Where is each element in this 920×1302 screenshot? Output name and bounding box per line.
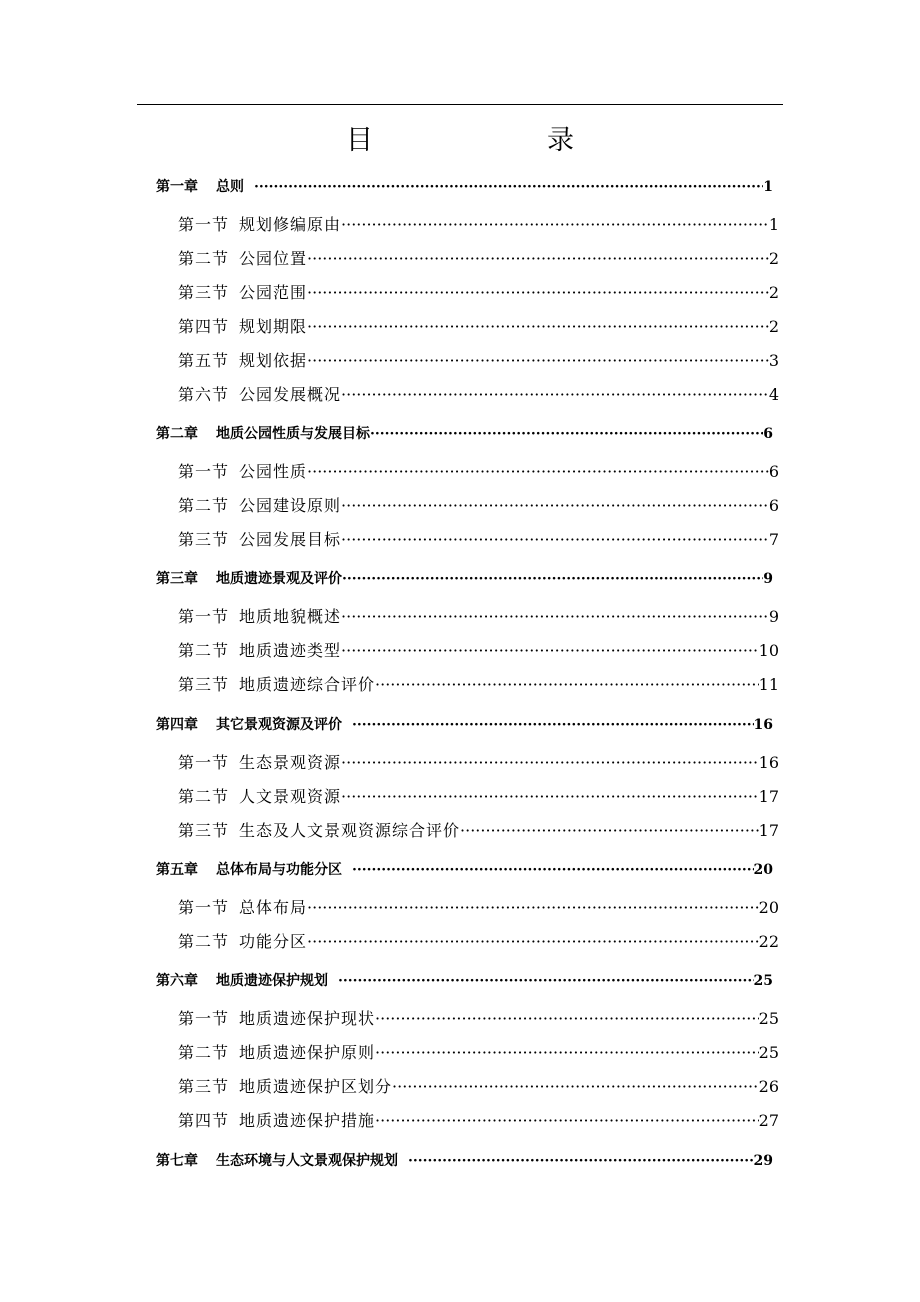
leader-dots (307, 351, 769, 370)
header-rule (137, 104, 783, 105)
chapter-number: 第六章 (156, 973, 198, 989)
chapter-label (156, 714, 352, 734)
section-number: 第一节 (178, 753, 230, 772)
page-number: 1 (768, 215, 779, 234)
leader-dots (307, 462, 769, 481)
section-number: 第三节 (178, 1077, 230, 1096)
leader-dots (307, 283, 769, 302)
section-title: 公园性质 (239, 462, 308, 481)
chapter-number: 第五章 (156, 862, 198, 878)
section-title: 地质遗迹保护现状 (239, 1009, 376, 1028)
section-number: 第三节 (178, 283, 230, 302)
leader-dots (341, 215, 769, 234)
section-label (178, 212, 341, 235)
leader-dots (307, 317, 769, 336)
leader-dots (338, 973, 754, 989)
section-label (178, 314, 307, 337)
toc-section-entry[interactable] (178, 818, 779, 841)
leader-dots (375, 1009, 759, 1028)
chapter-number: 第二章 (156, 426, 198, 442)
section-title: 功能分区 (239, 932, 308, 951)
leader-dots (341, 496, 769, 515)
section-label (178, 672, 375, 695)
chapter-title: 总体布局与功能分区 (216, 862, 342, 878)
toc-section-entry[interactable] (178, 672, 779, 695)
section-title: 生态景观资源 (239, 753, 342, 772)
toc-section-entry[interactable] (178, 212, 779, 235)
section-label (178, 1074, 392, 1097)
page-number: 20 (758, 898, 779, 917)
section-number: 第三节 (178, 675, 230, 694)
section-label (178, 1108, 375, 1131)
section-number: 第三节 (178, 821, 230, 840)
leader-dots (307, 249, 769, 268)
section-number: 第一节 (178, 462, 230, 481)
section-label (178, 382, 341, 405)
section-label (178, 1040, 375, 1063)
chapter-title: 其它景观资源及评价 (216, 717, 342, 733)
section-number: 第五节 (178, 351, 230, 370)
section-label (178, 280, 307, 303)
page-number: 11 (758, 675, 779, 694)
page-number: 2 (768, 317, 779, 336)
section-label (178, 459, 307, 482)
page-number: 25 (758, 1009, 779, 1028)
toc-section-entry[interactable] (178, 638, 779, 661)
section-title: 总体布局 (239, 898, 308, 917)
section-title: 地质遗迹类型 (239, 641, 342, 660)
section-title: 公园位置 (239, 249, 308, 268)
leader-dots (307, 932, 759, 951)
toc-section-entry[interactable] (178, 1108, 779, 1131)
leader-dots (408, 1153, 754, 1169)
section-number: 第一节 (178, 215, 230, 234)
page-number: 2 (768, 283, 779, 302)
toc-chapter-entry[interactable] (156, 1150, 773, 1170)
page-number: 4 (768, 385, 779, 404)
leader-dots (341, 641, 759, 660)
leader-dots (341, 787, 759, 806)
toc-section-entry[interactable] (178, 1006, 779, 1029)
toc-section-entry[interactable] (178, 459, 779, 482)
page-number: 20 (753, 862, 773, 878)
section-label (178, 929, 307, 952)
leader-dots (375, 675, 759, 694)
leader-dots (341, 607, 769, 626)
page-number: 6 (768, 462, 779, 481)
page-number: 25 (758, 1043, 779, 1062)
toc-section-entry[interactable] (178, 784, 779, 807)
toc-title: 目 录 (346, 125, 614, 156)
chapter-number: 第七章 (156, 1153, 198, 1169)
page-number: 2 (768, 249, 779, 268)
section-label (178, 348, 307, 371)
section-title: 地质遗迹保护措施 (239, 1111, 376, 1130)
section-label (178, 246, 307, 269)
page-number: 16 (758, 753, 779, 772)
toc-section-entry[interactable] (178, 1074, 779, 1097)
page-number: 22 (758, 932, 779, 951)
section-title: 公园范围 (239, 283, 308, 302)
section-title: 公园建设原则 (239, 496, 342, 515)
section-number: 第二节 (178, 787, 230, 806)
section-title: 公园发展目标 (239, 530, 342, 549)
chapter-title: 地质公园性质与发展目标 (216, 426, 370, 442)
section-number: 第四节 (178, 1111, 230, 1130)
leader-dots (307, 898, 759, 917)
section-title: 规划修编原由 (239, 215, 342, 234)
section-number: 第一节 (178, 607, 230, 626)
page-number: 27 (758, 1111, 779, 1130)
section-label (178, 895, 307, 918)
page-number: 17 (758, 821, 779, 840)
toc-chapter-entry[interactable] (156, 859, 773, 879)
toc-section-entry[interactable] (178, 382, 779, 405)
section-number: 第二节 (178, 1043, 230, 1062)
chapter-title: 总则 (216, 179, 244, 195)
leader-dots (341, 530, 769, 549)
page-number: 9 (763, 571, 773, 587)
leader-dots (254, 179, 763, 195)
chapter-label (156, 1150, 408, 1170)
leader-dots (341, 753, 759, 772)
toc-section-entry[interactable] (178, 246, 779, 269)
section-title: 地质遗迹保护原则 (239, 1043, 376, 1062)
leader-dots (352, 862, 754, 878)
toc-chapter-entry[interactable] (156, 176, 773, 196)
section-title: 规划期限 (239, 317, 308, 336)
chapter-title: 生态环境与人文景观保护规划 (216, 1153, 398, 1169)
section-number: 第三节 (178, 530, 230, 549)
chapter-label (156, 970, 338, 990)
section-number: 第二节 (178, 641, 230, 660)
section-label (178, 493, 341, 516)
section-title: 公园发展概况 (239, 385, 342, 404)
leader-dots (460, 821, 759, 840)
section-number: 第一节 (178, 1009, 230, 1028)
section-label (178, 527, 341, 550)
page-number: 29 (753, 1153, 773, 1169)
chapter-number: 第一章 (156, 179, 198, 195)
toc-section-entry[interactable] (178, 929, 779, 952)
toc-section-entry[interactable] (178, 527, 779, 550)
page-number: 3 (768, 351, 779, 370)
section-label (178, 1006, 375, 1029)
toc-chapter-entry[interactable] (156, 568, 773, 588)
section-title: 地质遗迹保护区划分 (239, 1077, 393, 1096)
toc-chapter-entry[interactable] (156, 970, 773, 990)
chapter-number: 第四章 (156, 717, 198, 733)
toc-section-entry[interactable] (178, 604, 779, 627)
page-number: 6 (763, 426, 773, 442)
section-title: 地质遗迹综合评价 (239, 675, 376, 694)
section-label (178, 604, 341, 627)
page-number: 1 (763, 179, 773, 195)
chapter-label (156, 568, 342, 588)
leader-dots (342, 571, 763, 587)
chapter-label (156, 176, 254, 196)
leader-dots (375, 1043, 759, 1062)
page-number: 10 (758, 641, 779, 660)
chapter-title: 地质遗迹保护规划 (216, 973, 328, 989)
leader-dots (341, 385, 769, 404)
page-number: 6 (768, 496, 779, 515)
section-label (178, 818, 460, 841)
toc-chapter-entry[interactable] (156, 714, 773, 734)
toc-section-entry[interactable] (178, 280, 779, 303)
section-number: 第二节 (178, 932, 230, 951)
chapter-title: 地质遗迹景观及评价 (216, 571, 342, 587)
toc-section-entry[interactable] (178, 493, 779, 516)
section-title: 人文景观资源 (239, 787, 342, 806)
section-title: 规划依据 (239, 351, 308, 370)
section-label (178, 750, 341, 773)
toc-section-entry[interactable] (178, 1040, 779, 1063)
page-number: 9 (768, 607, 779, 626)
chapter-number: 第三章 (156, 571, 198, 587)
section-number: 第四节 (178, 317, 230, 336)
toc-chapter-entry[interactable] (156, 423, 773, 443)
section-label (178, 638, 341, 661)
section-label (178, 784, 341, 807)
leader-dots (375, 1111, 759, 1130)
section-number: 第二节 (178, 496, 230, 515)
toc-section-entry[interactable] (178, 750, 779, 773)
chapter-label (156, 423, 370, 443)
section-title: 地质地貌概述 (239, 607, 342, 626)
leader-dots (352, 717, 754, 733)
section-number: 第一节 (178, 898, 230, 917)
toc-section-entry[interactable] (178, 348, 779, 371)
page-number: 25 (753, 973, 773, 989)
chapter-label (156, 859, 352, 879)
toc-section-entry[interactable] (178, 895, 779, 918)
section-title: 生态及人文景观资源综合评价 (239, 821, 461, 840)
page-number: 17 (758, 787, 779, 806)
leader-dots (370, 426, 763, 442)
toc-section-entry[interactable] (178, 314, 779, 337)
leader-dots (392, 1077, 759, 1096)
page-number: 7 (768, 530, 779, 549)
page-number: 26 (758, 1077, 779, 1096)
section-number: 第二节 (178, 249, 230, 268)
section-number: 第六节 (178, 385, 230, 404)
page-number: 16 (753, 717, 773, 733)
